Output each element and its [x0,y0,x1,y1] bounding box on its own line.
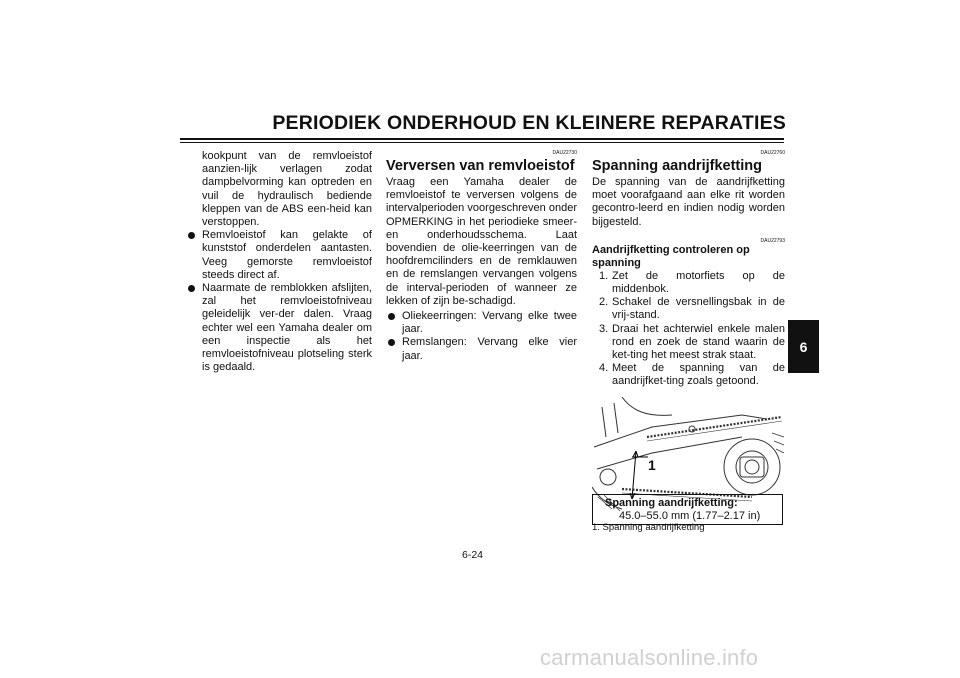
continued-paragraph: kookpunt van de remvloeistof aanzien-lijk verlagen zodat dampbelvorming kan optreden en vuil de hydraulisch bediende kleppen van de ABS een-heid kan verstoppen. [202,150,372,229]
step-number: 2. [599,296,609,309]
section-code: DAU22793 [760,237,785,244]
list-item-text: Naarmate de remblokken afslijten, zal het remvloeistofniveau geleidelijk ver-der dalen. Vraag echter wel een Yamaha dealer om een inspectie als het remvloeistofniveau plotseling sterk is gedaald. [202,282,372,374]
step-number: 3. [599,322,609,335]
section-heading: Spanning aandrijfketting [592,158,762,174]
bullet-icon [188,285,195,292]
bullet-icon [188,232,195,239]
bullet-icon [388,339,395,346]
step-text: Meet de spanning van de aandrijfket-ting zoals getoond. [612,362,785,388]
list-item-text: Oliekeerringen: Vervang elke twee jaar. [402,310,577,336]
spec-value: 45.0–55.0 mm (1.77–2.17 in) [619,509,761,522]
section-paragraph: De spanning van de aandrijfketting moet voorafgaand aan elke rit worden gecontro-leerd en indien nodig worden bijgesteld. [592,176,785,228]
bullet-icon [388,313,395,320]
step-item [592,296,785,322]
list-item [386,336,577,362]
spec-label: Spanning aandrijfketting: [605,497,738,509]
section-paragraph: Vraag een Yamaha dealer de remvloeistof te verversen volgens de intervalperioden voorgeschreven onder OPMERKING in het periodieke smeer- en onderhoudsschema. Laat bovendien de olie-keerringen van de hoofdremcilinders en de remklauwen en de remslangen vervangen volgens de interval-perioden of wanneer ze lekken of zijn be-schadigd. [386,176,577,307]
list-item [186,282,372,374]
column-2 [386,150,577,363]
list-item-text: Remslangen: Vervang elke vier jaar. [402,336,577,362]
spec-box [592,494,783,525]
page-number: 6-24 [462,549,484,561]
step-item [592,362,785,388]
title-rule-thin [180,142,784,143]
step-item [592,270,785,296]
step-text: Zet de motorfiets op de middenbok. [612,269,785,296]
page-title: PERIODIEK ONDERHOUD EN KLEINERE REPARATIES [272,112,786,134]
list-item-text: Remvloeistof kan gelakte of kunststof onderdelen aantasten. Veeg gemorste remvloeistof steeds direct af. [202,229,372,281]
figure-caption: 1. Spanning aandrijfketting [592,521,705,533]
chapter-tab[interactable]: 6 [788,320,819,373]
step-text: Draai het achterwiel enkele malen rond en zoek de stand waarin de ket-ting het meest strak staat. [612,322,785,362]
step-number: 1. [599,269,609,282]
title-rule [180,138,784,140]
list-item [186,229,372,282]
section-code: DAU22760 [760,150,785,156]
column-3 [592,150,785,534]
step-text: Schakel de versnellingsbak in de vrij-stand. [612,296,785,322]
watermark[interactable]: carmanualsonline.info [540,645,759,670]
section-code: DAU22730 [552,150,577,156]
list-item [386,310,577,336]
section-heading: Verversen van remvloeistof [386,158,575,174]
step-number: 4. [599,362,609,375]
column-1 [186,150,372,374]
subsection-heading: Aandrijfketting controleren op spanning [592,243,750,269]
figure-callout: 1 [648,456,656,473]
step-item [592,323,785,363]
